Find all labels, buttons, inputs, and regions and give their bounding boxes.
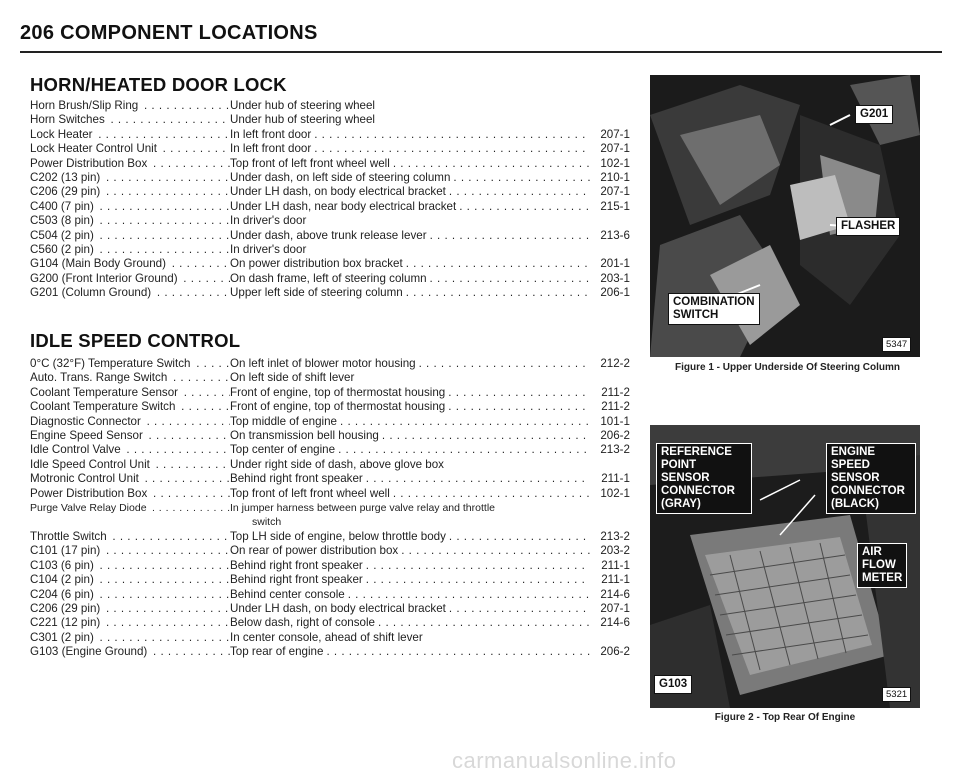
location-text: On left side of shift lever: [230, 371, 355, 385]
component-name: [30, 229, 230, 243]
component-name: [30, 415, 230, 429]
location-text: Top front of left front wheel well: [230, 486, 390, 500]
component-row: [30, 645, 630, 659]
component-row: [30, 602, 630, 616]
figure-2-caption: Figure 2 - Top Rear Of Engine: [714, 712, 856, 723]
component-row: [30, 113, 630, 127]
component-row: [30, 272, 630, 286]
air-line-2: FLOW: [862, 559, 896, 571]
component-location: [230, 157, 630, 171]
component-name-text: C104 (2 pin): [30, 573, 94, 587]
label-g103: G103: [654, 675, 692, 694]
location-text: Upper left side of steering column: [230, 286, 403, 300]
location-text: Under dash, above trunk release lever: [230, 228, 427, 242]
component-location: [230, 272, 630, 286]
component-name-text: Power Distribution Box: [30, 486, 148, 500]
component-name: [30, 128, 230, 142]
section-title-idle: IDLE SPEED CONTROL: [30, 330, 241, 351]
component-name: [30, 113, 230, 127]
component-row: [30, 400, 630, 414]
component-name: [30, 631, 230, 645]
page-reference: 102-1: [600, 156, 630, 170]
leader-dots: [403, 257, 590, 271]
component-name: [30, 588, 230, 602]
component-name-text: Diagnostic Connector: [30, 414, 141, 428]
leader-dots: [427, 229, 590, 243]
component-location: [230, 142, 630, 156]
leader-dots: [363, 573, 590, 587]
ref-line-2: POINT: [661, 459, 697, 471]
eng-line-3: SENSOR: [831, 472, 880, 484]
component-name: [30, 157, 230, 171]
leader-dots: [450, 171, 590, 185]
component-location: [230, 357, 630, 371]
label-flasher: FLASHER: [836, 217, 900, 236]
location-text: Under LH dash, near body electrical bracket: [230, 199, 457, 213]
component-name-text: C103 (6 pin): [30, 558, 94, 572]
leader-dots: [403, 286, 590, 300]
component-name-text: G200 (Front Interior Ground): [30, 271, 178, 285]
component-row: [30, 631, 630, 645]
leader-dots: [398, 544, 590, 558]
component-name: [30, 530, 230, 544]
component-name: [30, 602, 230, 616]
leader-dots: [456, 200, 590, 214]
location-text: Top center of engine: [230, 443, 336, 457]
air-line-3: METER: [862, 572, 903, 584]
leader-dots: [445, 400, 590, 414]
component-name: [30, 443, 230, 457]
component-row: [30, 573, 630, 587]
component-name: [30, 487, 230, 501]
leader-dots: [337, 415, 590, 429]
component-row: [30, 357, 630, 371]
component-row: [30, 501, 630, 530]
eng-line-1: ENGINE: [831, 446, 876, 458]
page-reference: 206-1: [600, 286, 630, 300]
location-text: On rear of power distribution box: [230, 544, 399, 558]
page-reference: 211-1: [601, 573, 630, 587]
component-name: [30, 429, 230, 443]
component-row: [30, 544, 630, 558]
component-name-text: C400 (7 pin): [30, 199, 94, 213]
location-text: In left front door: [230, 127, 312, 141]
component-name-text: Lock Heater Control Unit: [30, 142, 157, 156]
location-text: Top rear of engine: [230, 645, 324, 659]
location-text: On power distribution box bracket: [230, 257, 403, 271]
component-location: [230, 171, 630, 185]
component-location: [230, 501, 630, 530]
component-name: [30, 357, 230, 371]
component-name-text: Engine Speed Sensor: [30, 429, 143, 443]
page-reference: 214-6: [600, 616, 630, 630]
location-text: In driver's door: [230, 214, 307, 228]
component-name: [30, 142, 230, 156]
component-name: [30, 400, 230, 414]
component-location: [230, 113, 630, 127]
component-name-text: C204 (6 pin): [30, 587, 94, 601]
page-reference: 211-1: [601, 558, 630, 572]
page-reference: 102-1: [600, 486, 630, 500]
leader-dots: [375, 616, 590, 630]
component-location: [230, 128, 630, 142]
component-name: [30, 386, 230, 400]
location-text: Under right side of dash, above glove box: [230, 457, 444, 471]
location-text: Under LH dash, on body electrical bracket: [230, 601, 446, 615]
component-location: [230, 371, 630, 385]
page-reference: 211-1: [601, 472, 630, 486]
component-location: [230, 472, 630, 486]
component-row: [30, 214, 630, 228]
component-name-text: Coolant Temperature Sensor: [30, 385, 179, 399]
component-name-text: C221 (12 pin): [30, 616, 101, 630]
component-name: [30, 559, 230, 573]
component-row: [30, 185, 630, 199]
component-row: [30, 559, 630, 573]
component-location: [230, 400, 630, 414]
header-rule: [20, 51, 942, 53]
location-text: Behind right front speaker: [230, 472, 363, 486]
page-reference: 203-2: [600, 544, 630, 558]
component-name-text: Motronic Control Unit: [30, 472, 139, 486]
component-name: [30, 171, 230, 185]
location-text: On left inlet of blower motor housing: [230, 357, 416, 370]
component-location: [230, 573, 630, 587]
component-location: [230, 243, 630, 257]
section-title-horn: HORN/HEATED DOOR LOCK: [30, 74, 287, 95]
page-reference: 213-2: [600, 529, 630, 543]
location-text: On dash frame, left of steering column: [230, 271, 427, 285]
location-text: Top middle of engine: [230, 414, 337, 428]
page-reference: 215-1: [600, 199, 630, 213]
component-row: [30, 386, 630, 400]
component-row: [30, 157, 630, 171]
location-text: Behind center console: [230, 587, 345, 601]
eng-line-4: CONNECTOR: [831, 485, 905, 497]
component-name: [30, 243, 230, 257]
figure-1-photo: [650, 75, 920, 357]
component-row: [30, 243, 630, 257]
leader-dots: [363, 472, 590, 486]
label-switch: SWITCH: [673, 309, 719, 321]
page-reference: 201-1: [600, 257, 630, 271]
component-row: [30, 286, 630, 300]
leader-dots: [335, 443, 590, 457]
label-air-flow-meter: [857, 543, 907, 588]
component-name: [30, 371, 230, 385]
component-name: [30, 185, 230, 199]
figure-2-photo: [650, 425, 920, 708]
location-text: Behind right front speaker: [230, 573, 363, 587]
label-combination-switch: [668, 293, 760, 325]
page-reference: 207-1: [600, 601, 630, 615]
eng-line-2: SPEED: [831, 459, 870, 471]
label-engine-speed-sensor: [826, 443, 916, 514]
component-name-text: C206 (29 pin): [30, 601, 101, 615]
component-location: [230, 530, 630, 544]
component-name-text: Auto. Trans. Range Switch: [30, 371, 168, 385]
component-name-text: C560 (2 pin): [30, 243, 94, 257]
location-text-continued: switch: [252, 516, 282, 529]
label-g201: G201: [855, 105, 893, 124]
component-location: [230, 616, 630, 630]
component-row: [30, 229, 630, 243]
component-name-text: C101 (17 pin): [30, 544, 101, 558]
component-row: [30, 371, 630, 385]
leader-dots: [390, 487, 590, 501]
leader-dots: [390, 157, 590, 171]
component-name: [30, 257, 230, 271]
component-name: [30, 214, 230, 228]
page-reference: 213-2: [600, 443, 630, 457]
leader-dots: [345, 588, 590, 602]
component-location: [230, 602, 630, 616]
component-location: [230, 559, 630, 573]
component-row: [30, 443, 630, 457]
component-row: [30, 588, 630, 602]
component-name-text: Idle Speed Control Unit: [30, 457, 150, 471]
component-name: [30, 501, 230, 530]
label-reference-point-sensor: [656, 443, 752, 514]
component-name: [30, 272, 230, 286]
component-location: [230, 386, 630, 400]
component-name-text: Horn Brush/Slip Ring: [30, 99, 139, 112]
leader-dots: [323, 645, 590, 659]
component-row: [30, 257, 630, 271]
location-text: Below dash, right of console: [230, 616, 376, 630]
component-location: [230, 257, 630, 271]
component-name-text: C202 (13 pin): [30, 171, 101, 185]
component-location: [230, 631, 630, 645]
component-location: [230, 229, 630, 243]
component-location: [230, 458, 630, 472]
component-row: [30, 99, 630, 113]
page-reference: 212-2: [600, 357, 630, 370]
component-name: [30, 616, 230, 630]
leader-dots: [416, 357, 590, 371]
component-name-text: G104 (Main Body Ground): [30, 257, 166, 271]
component-name-text: Throttle Switch: [30, 529, 107, 543]
component-name: [30, 200, 230, 214]
location-text: Front of engine, top of thermostat housing: [230, 385, 446, 399]
component-location: [230, 487, 630, 501]
air-line-1: AIR: [862, 546, 882, 558]
figure-2-id: 5321: [882, 687, 911, 702]
component-location: [230, 588, 630, 602]
component-name-text: G103 (Engine Ground): [30, 645, 148, 659]
leader-dots: [446, 530, 590, 544]
label-combination: COMBINATION: [673, 296, 755, 308]
leader-dots: [363, 559, 590, 573]
component-name: [30, 544, 230, 558]
component-row: [30, 487, 630, 501]
page-reference: 207-1: [600, 127, 630, 141]
location-text: In driver's door: [230, 243, 307, 257]
component-name-text: Lock Heater: [30, 127, 93, 141]
location-text: Top front of left front wheel well: [230, 156, 390, 170]
component-name-text: G201 (Column Ground): [30, 286, 152, 300]
location-text: On transmission bell housing: [230, 429, 379, 443]
component-name-text: Coolant Temperature Switch: [30, 400, 176, 414]
location-text: Under dash, on left side of steering column: [230, 171, 451, 185]
component-name: [30, 99, 230, 113]
component-row: [30, 458, 630, 472]
eng-line-5: (BLACK): [831, 498, 879, 510]
location-text: In jumper harness between purge valve relay and throttle: [230, 502, 495, 515]
ref-line-5: (GRAY): [661, 498, 701, 510]
figure-1-caption: Figure 1 - Upper Underside Of Steering Column: [674, 362, 901, 373]
page-reference: 214-6: [600, 587, 630, 601]
component-row: [30, 530, 630, 544]
page-reference: 206-2: [600, 645, 630, 659]
component-row: [30, 472, 630, 486]
ref-line-4: CONNECTOR: [661, 485, 735, 497]
component-name-text: Idle Control Valve: [30, 443, 121, 457]
leader-dots: [427, 272, 590, 286]
component-name: [30, 573, 230, 587]
location-text: In center console, ahead of shift lever: [230, 630, 423, 644]
component-row: [30, 142, 630, 156]
component-location: [230, 645, 630, 659]
component-location: [230, 443, 630, 457]
component-location: [230, 200, 630, 214]
component-row: [30, 616, 630, 630]
watermark: carmanualsonline.info: [452, 748, 677, 773]
figure-1-id: 5347: [882, 337, 911, 352]
page-reference: 211-2: [601, 400, 630, 414]
component-location: [230, 429, 630, 443]
location-text: Under LH dash, on body electrical bracket: [230, 185, 446, 199]
component-row: [30, 429, 630, 443]
ref-line-3: SENSOR: [661, 472, 710, 484]
page-reference: 101-1: [600, 414, 630, 428]
component-name-text: 0°C (32°F) Temperature Switch: [30, 357, 191, 370]
leader-dots: [446, 185, 590, 199]
location-text: Top LH side of engine, below throttle body: [230, 529, 446, 543]
location-text: Under hub of steering wheel: [230, 99, 376, 112]
component-name-text: C504 (2 pin): [30, 228, 94, 242]
component-name-text: Purge Valve Relay Diode: [30, 502, 147, 515]
page-reference: 211-2: [601, 385, 630, 399]
page-reference: 213-6: [600, 228, 630, 242]
component-name-text: Horn Switches: [30, 113, 105, 127]
horn-entry-list: [30, 99, 630, 301]
ref-line-1: REFERENCE: [661, 446, 732, 458]
page-reference: 206-2: [600, 429, 630, 443]
leader-dots: [311, 142, 590, 156]
component-row: [30, 171, 630, 185]
component-row: [30, 128, 630, 142]
component-row: [30, 200, 630, 214]
component-name: [30, 645, 230, 659]
location-text: Behind right front speaker: [230, 558, 363, 572]
component-location: [230, 544, 630, 558]
component-location: [230, 99, 630, 113]
component-row: [30, 415, 630, 429]
component-name-text: C503 (8 pin): [30, 214, 94, 228]
leader-dots: [311, 128, 590, 142]
component-location: [230, 185, 630, 199]
component-name-text: Power Distribution Box: [30, 156, 148, 170]
idle-entry-list: [30, 357, 630, 660]
component-location: [230, 214, 630, 228]
page-header: 206 COMPONENT LOCATIONS: [20, 22, 318, 44]
page-reference: 207-1: [600, 185, 630, 199]
component-location: [230, 415, 630, 429]
leader-dots: [379, 429, 590, 443]
component-name: [30, 458, 230, 472]
component-name-text: C301 (2 pin): [30, 630, 94, 644]
component-name-text: C206 (29 pin): [30, 185, 101, 199]
component-name: [30, 286, 230, 300]
location-text: Front of engine, top of thermostat housing: [230, 400, 446, 414]
component-location: [230, 286, 630, 300]
page-reference: 207-1: [600, 142, 630, 156]
location-text: Under hub of steering wheel: [230, 113, 376, 127]
leader-dots: [445, 386, 590, 400]
page-reference: 203-1: [600, 271, 630, 285]
page-reference: 210-1: [600, 171, 630, 185]
component-name: [30, 472, 230, 486]
location-text: In left front door: [230, 142, 312, 156]
leader-dots: [446, 602, 590, 616]
